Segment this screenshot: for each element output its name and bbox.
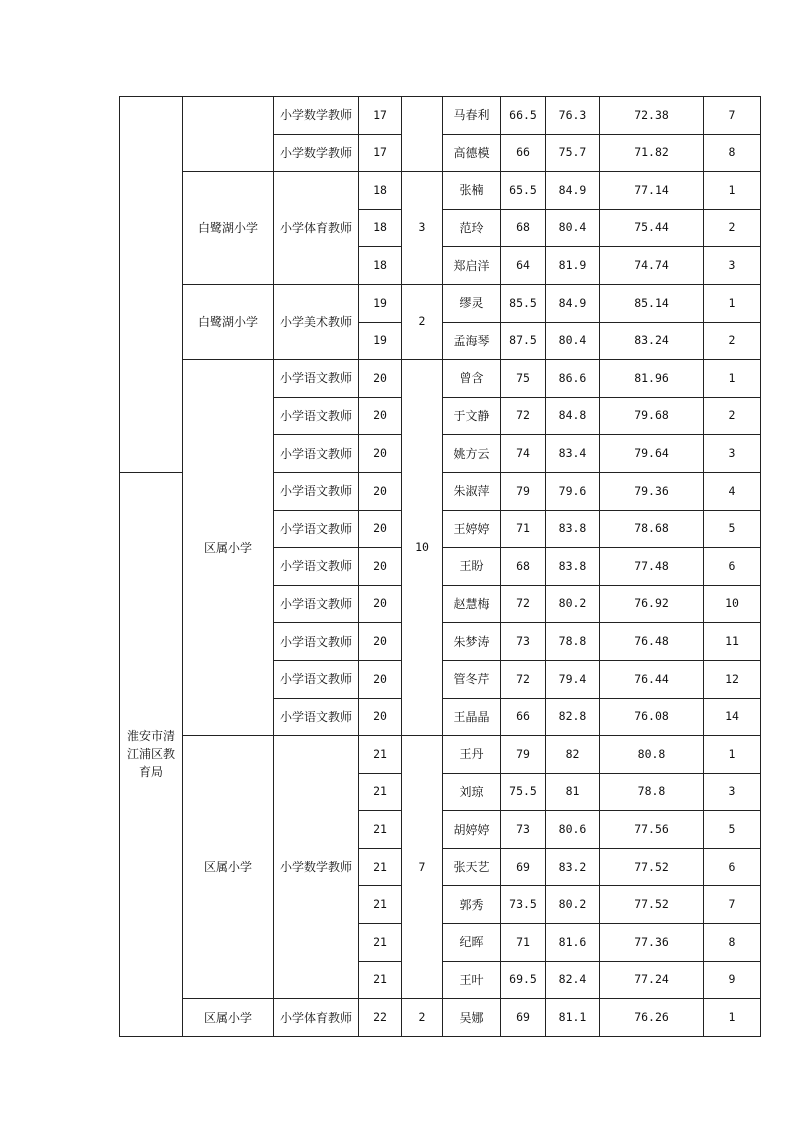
rank-cell: 3 <box>704 773 761 811</box>
post-code-cell: 20 <box>359 660 402 698</box>
total-score-cell: 78.68 <box>600 510 704 548</box>
interview-score-cell: 80.6 <box>546 811 600 849</box>
rank-cell: 8 <box>704 924 761 962</box>
total-score-cell: 77.14 <box>600 172 704 210</box>
interview-score-cell: 76.3 <box>546 97 600 135</box>
written-score-cell: 66 <box>501 134 546 172</box>
written-score-cell: 73 <box>501 811 546 849</box>
name-cell: 赵慧梅 <box>443 585 501 623</box>
interview-score-cell: 75.7 <box>546 134 600 172</box>
name-cell: 朱梦涛 <box>443 623 501 661</box>
rank-cell: 5 <box>704 811 761 849</box>
post-code-cell: 20 <box>359 397 402 435</box>
table-row <box>120 360 761 398</box>
post-code-cell: 19 <box>359 284 402 322</box>
written-score-cell: 74 <box>501 435 546 473</box>
written-score-cell: 73 <box>501 623 546 661</box>
rank-cell: 6 <box>704 548 761 586</box>
rank-cell: 1 <box>704 999 761 1037</box>
post-cell: 小学数学教师 <box>274 134 359 172</box>
rank-cell: 3 <box>704 435 761 473</box>
post-cell: 小学语文教师 <box>274 397 359 435</box>
name-cell: 王晶晶 <box>443 698 501 736</box>
rank-cell: 2 <box>704 209 761 247</box>
interview-score-cell: 86.6 <box>546 360 600 398</box>
name-cell: 郑启洋 <box>443 247 501 285</box>
written-score-cell: 72 <box>501 660 546 698</box>
results-table <box>119 96 761 1037</box>
post-cell: 小学数学教师 <box>274 736 359 999</box>
post-cell: 小学美术教师 <box>274 284 359 359</box>
openings-cell: 10 <box>402 360 443 736</box>
name-cell: 姚方云 <box>443 435 501 473</box>
rank-cell: 10 <box>704 585 761 623</box>
interview-score-cell: 82 <box>546 736 600 774</box>
written-score-cell: 66.5 <box>501 97 546 135</box>
total-score-cell: 74.74 <box>600 247 704 285</box>
department-cell: 淮安市清江浦区教育局 <box>120 472 183 1036</box>
interview-score-cell: 82.8 <box>546 698 600 736</box>
interview-score-cell: 80.2 <box>546 886 600 924</box>
interview-score-cell: 80.4 <box>546 209 600 247</box>
written-score-cell: 71 <box>501 510 546 548</box>
written-score-cell: 75.5 <box>501 773 546 811</box>
total-score-cell: 85.14 <box>600 284 704 322</box>
post-code-cell: 19 <box>359 322 402 360</box>
name-cell: 朱淑萍 <box>443 472 501 510</box>
name-cell: 张天艺 <box>443 848 501 886</box>
interview-score-cell: 80.4 <box>546 322 600 360</box>
interview-score-cell: 81.1 <box>546 999 600 1037</box>
table-row <box>120 736 761 774</box>
rank-cell: 5 <box>704 510 761 548</box>
interview-score-cell: 82.4 <box>546 961 600 999</box>
post-cell: 小学数学教师 <box>274 97 359 135</box>
name-cell: 王婷婷 <box>443 510 501 548</box>
table-row <box>120 284 761 322</box>
rank-cell: 14 <box>704 698 761 736</box>
interview-score-cell: 80.2 <box>546 585 600 623</box>
written-score-cell: 71 <box>501 924 546 962</box>
interview-score-cell: 79.6 <box>546 472 600 510</box>
post-code-cell: 21 <box>359 811 402 849</box>
total-score-cell: 77.52 <box>600 848 704 886</box>
name-cell: 郭秀 <box>443 886 501 924</box>
total-score-cell: 76.44 <box>600 660 704 698</box>
total-score-cell: 79.36 <box>600 472 704 510</box>
name-cell: 王盼 <box>443 548 501 586</box>
rank-cell: 2 <box>704 397 761 435</box>
written-score-cell: 64 <box>501 247 546 285</box>
written-score-cell: 69 <box>501 999 546 1037</box>
name-cell: 高德模 <box>443 134 501 172</box>
total-score-cell: 72.38 <box>600 97 704 135</box>
post-code-cell: 17 <box>359 97 402 135</box>
post-code-cell: 18 <box>359 247 402 285</box>
rank-cell: 2 <box>704 322 761 360</box>
name-cell: 曾含 <box>443 360 501 398</box>
rank-cell: 7 <box>704 97 761 135</box>
interview-score-cell: 83.4 <box>546 435 600 473</box>
table-row <box>120 999 761 1037</box>
rank-cell: 9 <box>704 961 761 999</box>
total-score-cell: 79.64 <box>600 435 704 473</box>
name-cell: 孟海琴 <box>443 322 501 360</box>
post-cell: 小学体育教师 <box>274 172 359 285</box>
post-cell: 小学体育教师 <box>274 999 359 1037</box>
total-score-cell: 76.92 <box>600 585 704 623</box>
written-score-cell: 72 <box>501 397 546 435</box>
name-cell: 缪灵 <box>443 284 501 322</box>
openings-cell <box>402 97 443 172</box>
rank-cell: 1 <box>704 284 761 322</box>
post-cell: 小学语文教师 <box>274 435 359 473</box>
interview-score-cell: 83.8 <box>546 510 600 548</box>
openings-cell: 2 <box>402 999 443 1037</box>
interview-score-cell: 81.9 <box>546 247 600 285</box>
total-score-cell: 71.82 <box>600 134 704 172</box>
total-score-cell: 76.26 <box>600 999 704 1037</box>
rank-cell: 1 <box>704 736 761 774</box>
results-table-body <box>120 97 761 1037</box>
name-cell: 王叶 <box>443 961 501 999</box>
total-score-cell: 77.56 <box>600 811 704 849</box>
post-code-cell: 20 <box>359 623 402 661</box>
interview-score-cell: 79.4 <box>546 660 600 698</box>
written-score-cell: 69.5 <box>501 961 546 999</box>
post-code-cell: 20 <box>359 698 402 736</box>
name-cell: 管冬芹 <box>443 660 501 698</box>
post-code-cell: 20 <box>359 548 402 586</box>
post-code-cell: 20 <box>359 435 402 473</box>
written-score-cell: 79 <box>501 472 546 510</box>
rank-cell: 1 <box>704 360 761 398</box>
name-cell: 范玲 <box>443 209 501 247</box>
written-score-cell: 75 <box>501 360 546 398</box>
school-cell <box>183 97 274 172</box>
post-code-cell: 21 <box>359 924 402 962</box>
interview-score-cell: 81.6 <box>546 924 600 962</box>
rank-cell: 12 <box>704 660 761 698</box>
rank-cell: 7 <box>704 886 761 924</box>
written-score-cell: 68 <box>501 209 546 247</box>
post-code-cell: 21 <box>359 961 402 999</box>
total-score-cell: 79.68 <box>600 397 704 435</box>
post-code-cell: 18 <box>359 209 402 247</box>
name-cell: 于文静 <box>443 397 501 435</box>
total-score-cell: 75.44 <box>600 209 704 247</box>
rank-cell: 11 <box>704 623 761 661</box>
total-score-cell: 76.08 <box>600 698 704 736</box>
school-cell: 白鹭湖小学 <box>183 172 274 285</box>
interview-score-cell: 84.9 <box>546 284 600 322</box>
written-score-cell: 85.5 <box>501 284 546 322</box>
interview-score-cell: 83.8 <box>546 548 600 586</box>
post-code-cell: 21 <box>359 848 402 886</box>
post-code-cell: 21 <box>359 773 402 811</box>
written-score-cell: 73.5 <box>501 886 546 924</box>
table-row <box>120 97 761 135</box>
interview-score-cell: 84.8 <box>546 397 600 435</box>
school-cell: 白鹭湖小学 <box>183 284 274 359</box>
total-score-cell: 77.52 <box>600 886 704 924</box>
post-code-cell: 20 <box>359 585 402 623</box>
post-code-cell: 17 <box>359 134 402 172</box>
written-score-cell: 72 <box>501 585 546 623</box>
name-cell: 胡婷婷 <box>443 811 501 849</box>
total-score-cell: 78.8 <box>600 773 704 811</box>
total-score-cell: 83.24 <box>600 322 704 360</box>
post-cell: 小学语文教师 <box>274 660 359 698</box>
post-code-cell: 20 <box>359 510 402 548</box>
school-cell: 区属小学 <box>183 999 274 1037</box>
interview-score-cell: 84.9 <box>546 172 600 210</box>
post-cell: 小学语文教师 <box>274 510 359 548</box>
written-score-cell: 69 <box>501 848 546 886</box>
post-cell: 小学语文教师 <box>274 548 359 586</box>
post-code-cell: 22 <box>359 999 402 1037</box>
name-cell: 吴娜 <box>443 999 501 1037</box>
school-cell: 区属小学 <box>183 360 274 736</box>
total-score-cell: 77.24 <box>600 961 704 999</box>
name-cell: 马春利 <box>443 97 501 135</box>
total-score-cell: 80.8 <box>600 736 704 774</box>
total-score-cell: 77.36 <box>600 924 704 962</box>
post-cell: 小学语文教师 <box>274 698 359 736</box>
rank-cell: 8 <box>704 134 761 172</box>
name-cell: 刘琼 <box>443 773 501 811</box>
rank-cell: 1 <box>704 172 761 210</box>
written-score-cell: 65.5 <box>501 172 546 210</box>
name-cell: 张楠 <box>443 172 501 210</box>
rank-cell: 6 <box>704 848 761 886</box>
department-cell <box>120 97 183 473</box>
openings-cell: 3 <box>402 172 443 285</box>
post-code-cell: 20 <box>359 472 402 510</box>
post-code-cell: 18 <box>359 172 402 210</box>
rank-cell: 3 <box>704 247 761 285</box>
written-score-cell: 79 <box>501 736 546 774</box>
interview-score-cell: 81 <box>546 773 600 811</box>
total-score-cell: 77.48 <box>600 548 704 586</box>
total-score-cell: 76.48 <box>600 623 704 661</box>
name-cell: 王丹 <box>443 736 501 774</box>
post-cell: 小学语文教师 <box>274 472 359 510</box>
written-score-cell: 66 <box>501 698 546 736</box>
post-code-cell: 21 <box>359 736 402 774</box>
written-score-cell: 68 <box>501 548 546 586</box>
post-code-cell: 20 <box>359 360 402 398</box>
post-cell: 小学语文教师 <box>274 585 359 623</box>
name-cell: 纪晖 <box>443 924 501 962</box>
interview-score-cell: 83.2 <box>546 848 600 886</box>
interview-score-cell: 78.8 <box>546 623 600 661</box>
total-score-cell: 81.96 <box>600 360 704 398</box>
openings-cell: 7 <box>402 736 443 999</box>
rank-cell: 4 <box>704 472 761 510</box>
table-row <box>120 172 761 210</box>
school-cell: 区属小学 <box>183 736 274 999</box>
post-cell: 小学语文教师 <box>274 360 359 398</box>
post-cell: 小学语文教师 <box>274 623 359 661</box>
post-code-cell: 21 <box>359 886 402 924</box>
openings-cell: 2 <box>402 284 443 359</box>
written-score-cell: 87.5 <box>501 322 546 360</box>
